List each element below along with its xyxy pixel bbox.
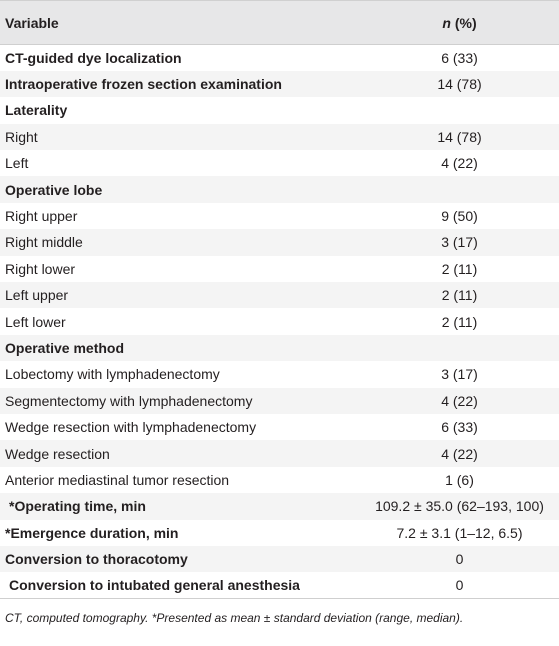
row-value	[360, 176, 559, 202]
table-row	[0, 150, 559, 176]
table-row	[0, 256, 559, 282]
row-label: Right	[5, 128, 38, 145]
row-label: Right upper	[5, 208, 78, 225]
section-row-laterality	[0, 97, 559, 123]
row-value: 0	[455, 577, 464, 594]
row-label: Segmentectomy with lymphadenectomy	[5, 392, 253, 409]
table-row	[0, 546, 559, 572]
row-label: Anterior mediastinal tumor resection	[5, 471, 230, 488]
row-label: Intraoperative frozen section examination	[5, 76, 282, 93]
row-value: 4 (22)	[441, 392, 478, 409]
table-row	[0, 520, 559, 546]
table-row	[0, 414, 559, 440]
row-value: 2 (11)	[441, 287, 478, 304]
row-label: Lobectomy with lymphadenectomy	[5, 366, 220, 383]
row-value: 7.2 ± 3.1 (1–12, 6.5)	[396, 524, 523, 541]
header-n: n	[442, 14, 451, 31]
row-label: Conversion to intubated general anesthesia	[9, 577, 300, 594]
row-label: Conversion to thoracotomy	[5, 551, 188, 568]
row-value: 2 (11)	[441, 260, 478, 277]
table-row	[0, 124, 559, 150]
table-row	[0, 282, 559, 308]
row-value: 4 (22)	[441, 445, 478, 462]
table-row	[0, 308, 559, 334]
table-row	[0, 229, 559, 255]
section-row-operative-method	[0, 335, 559, 361]
table-header	[0, 1, 559, 45]
row-value	[360, 97, 559, 123]
row-value: 6 (33)	[441, 49, 478, 66]
row-value: 14 (78)	[437, 128, 482, 145]
row-value	[360, 335, 559, 361]
row-label: CT-guided dye localization	[5, 49, 182, 66]
table-row	[0, 203, 559, 229]
row-value: 3 (17)	[441, 366, 478, 383]
table-row	[0, 361, 559, 387]
table-row	[0, 388, 559, 414]
table-row	[0, 467, 559, 493]
section-label: Laterality	[5, 102, 68, 119]
row-label: Left upper	[5, 287, 69, 304]
table-row	[0, 572, 559, 598]
section-row-operative-lobe	[0, 176, 559, 202]
row-value: 109.2 ± 35.0 (62–193, 100)	[375, 498, 544, 515]
table-body	[0, 45, 559, 599]
header-variable: Variable	[5, 14, 59, 31]
header-percent: (%)	[450, 14, 477, 31]
table-row	[0, 71, 559, 97]
header-row	[0, 1, 559, 45]
row-value: 3 (17)	[441, 234, 478, 251]
row-label: Wedge resection with lymphadenectomy	[5, 419, 257, 436]
table-row	[0, 493, 559, 519]
row-value: 9 (50)	[441, 208, 478, 225]
row-value: 2 (11)	[441, 313, 478, 330]
row-label: *Emergence duration, min	[5, 524, 179, 541]
row-value: 1 (6)	[445, 471, 474, 488]
row-value: 6 (33)	[441, 419, 478, 436]
row-label: *Operating time, min	[9, 498, 146, 515]
row-label: Right lower	[5, 260, 76, 277]
table-row	[0, 440, 559, 466]
section-label: Operative lobe	[5, 181, 103, 198]
header-n-percent	[360, 1, 559, 45]
table-footnote: CT, computed tomography. *Presented as mean ± standard deviation (range, median).	[5, 611, 464, 626]
row-value: 0	[455, 551, 464, 568]
section-label: Operative method	[5, 339, 125, 356]
row-label: Left lower	[5, 313, 66, 330]
row-label: Left	[5, 155, 29, 172]
row-value: 14 (78)	[437, 76, 482, 93]
table-row	[0, 45, 559, 71]
row-label: Wedge resection	[5, 445, 110, 462]
row-value: 4 (22)	[441, 155, 478, 172]
row-label: Right middle	[5, 234, 83, 251]
